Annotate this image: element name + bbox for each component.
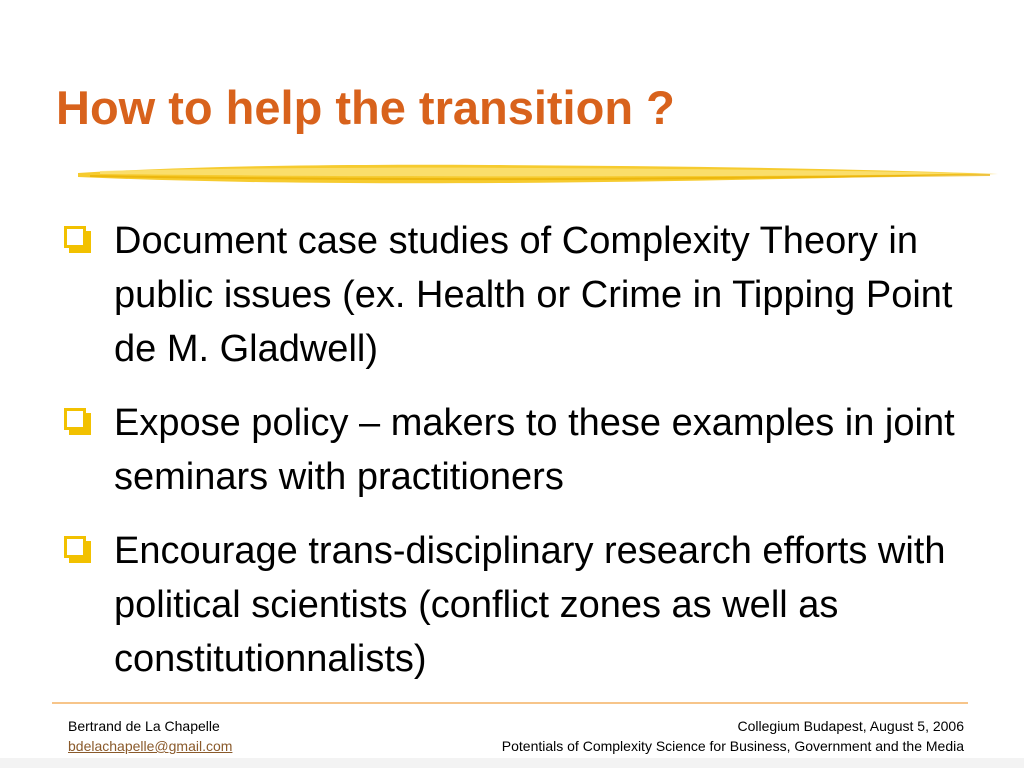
footer-divider xyxy=(52,702,968,704)
slide-title: How to help the transition ? xyxy=(56,81,675,134)
bullet-item xyxy=(62,396,992,504)
footer-author-block xyxy=(68,716,232,756)
footer-author: Bertrand de La Chapelle xyxy=(68,718,220,734)
square-checkbox-bullet-icon xyxy=(64,226,86,248)
bullet-text: Expose policy – makers to these examples in joint seminars with practitioners xyxy=(114,402,955,498)
bullet-list xyxy=(62,214,992,686)
square-checkbox-bullet-icon xyxy=(64,536,86,558)
bullet-item xyxy=(62,524,992,686)
bottom-band xyxy=(0,758,1024,768)
bullet-item xyxy=(62,214,992,376)
footer-talk-title: Potentials of Complexity Science for Business, Government and the Media xyxy=(501,738,964,754)
footer-email-link[interactable]: bdelachapelle@gmail.com xyxy=(68,738,233,754)
footer-event: Collegium Budapest, August 5, 2006 xyxy=(737,718,964,734)
title-underline-brush-stroke xyxy=(70,156,1002,190)
bullet-text: Encourage trans-disciplinary research efforts with political scientists (conflict zones as well as constitutionnalists) xyxy=(114,530,946,680)
square-checkbox-bullet-icon xyxy=(64,408,86,430)
bullet-text: Document case studies of Complexity Theory in public issues (ex. Health or Crime in Tipping Point de M. Gladwell) xyxy=(114,220,953,370)
footer-event-block xyxy=(502,716,964,756)
